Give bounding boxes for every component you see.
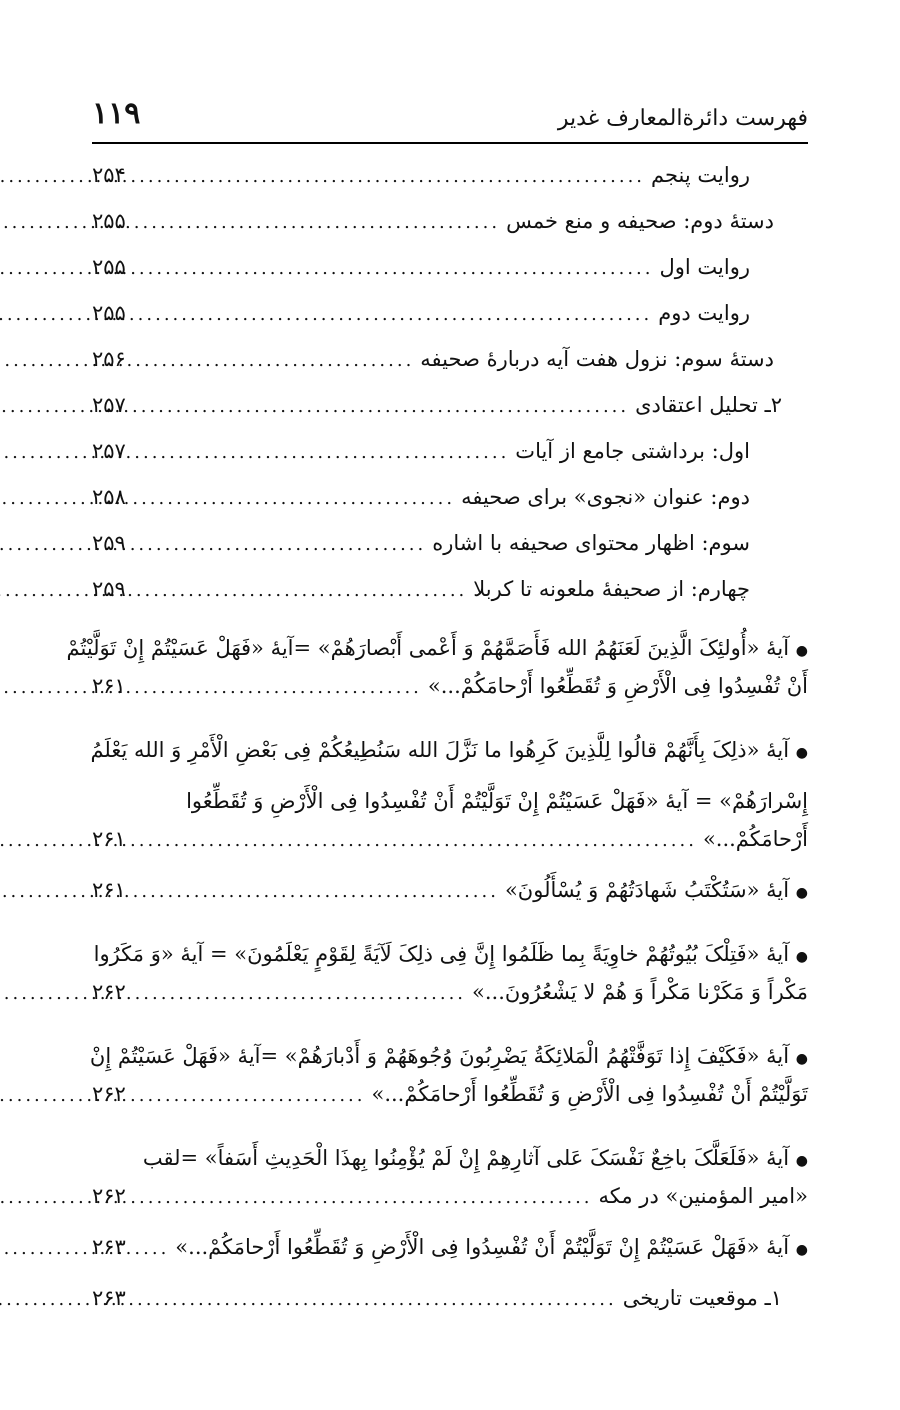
toc-entry: [92, 485, 808, 531]
leader-dots: [148, 442, 509, 463]
toc-entry: [92, 439, 808, 485]
toc-entry-page: ۲۵۵: [92, 301, 126, 325]
verse-text: أَنْ تُفْسِدُوا فِی الْأَرْضِ وَ تُقَطِّعُوا أَرْحامَکُمْ...»: [427, 674, 808, 698]
bullet-icon: ●: [795, 1051, 808, 1067]
toc-entry: [92, 209, 808, 255]
verse-entry-line: [92, 725, 808, 776]
verse-text: مَکْراً وَ مَکَرْنا مَکْراً وَ هُمْ لا یَشْعُرُونَ...»: [472, 980, 808, 1004]
leader-dots: [148, 580, 467, 601]
verse-page: ۲۶۲: [92, 1082, 126, 1106]
bullet-icon: ●: [795, 745, 808, 761]
bullet-icon: ●: [795, 1153, 808, 1169]
toc-entry-page: ۲۵۸: [92, 485, 126, 509]
verse-text: إِسْرارَهُمْ» = آیهٔ «فَهَلْ عَسَیْتُمْ إِنْ تَوَلَّیْتُمْ أَنْ تُفْسِدُوا فِی الْأَرْضِ وَ تُقَطِّعُوا: [186, 789, 808, 813]
toc-entry-title: دوم: عنوان «نجوی» برای صحیفه: [461, 485, 750, 509]
verse-text: [505, 878, 808, 902]
verse-entry-line: [66, 623, 808, 674]
verse-entry-last: [92, 1235, 808, 1286]
leader-dots: [148, 881, 499, 902]
page-number: ۱۱۹: [92, 96, 141, 131]
bullet-icon: ●: [795, 885, 808, 901]
toc-entry-page: ۲۶۳: [92, 1286, 126, 1310]
verse-entry-last: [92, 1184, 808, 1235]
verse-text: آیهٔ «فَتِلْکَ بُیُوتُهُمْ خاوِیَةً بِما ظَلَمُوا إِنَّ فِی ذلِکَ لَآیَةً لِقَوْمٍ یَعْلَمُونَ» = آیهٔ «وَ مَکَرُوا: [93, 942, 790, 966]
verse-page: ۲۶۳: [92, 1235, 126, 1259]
leader-dots: [148, 677, 422, 698]
toc-entry-title: دستهٔ دوم: صحیفه و منع خمس: [506, 209, 774, 233]
toc-entry-page: ۲۵۶: [92, 347, 126, 371]
verse-page: ۲۶۲: [92, 980, 126, 1004]
leader-dots: [148, 830, 697, 851]
page-header: [92, 96, 808, 136]
verse-entry-last: [92, 878, 808, 929]
leader-dots: [148, 212, 500, 233]
verse-entry-last: [92, 827, 808, 878]
toc-entry-title: ۱ـ موقعیت تاریخی: [622, 1286, 782, 1310]
toc-entry-title: روایت دوم: [658, 301, 750, 325]
toc-entry: [92, 347, 808, 393]
toc-entry: [92, 1286, 808, 1326]
leader-dots: [148, 258, 654, 279]
toc-entry-title: اول: برداشتی جامع از آیات: [515, 439, 750, 463]
verse-entry-line: [89, 1031, 808, 1082]
verse-entry-last: [92, 980, 808, 1031]
toc-entry: [92, 531, 808, 577]
verse-text: آیهٔ «فَلَعَلَّکَ باخِعٌ نَفْسَکَ عَلى آثارِهِمْ إِنْ لَمْ یُؤْمِنُوا بِهذَا الْحَدِیثِ أَسَفاً» =لقب: [142, 1146, 790, 1170]
toc-entry-page: ۲۵۷: [92, 439, 126, 463]
verse-page: ۲۶۱: [92, 878, 126, 902]
toc-entry-page: ۲۵۴: [92, 163, 126, 187]
leader-dots: [148, 983, 466, 1004]
bullet-icon: ●: [795, 1242, 808, 1258]
verse-page: ۲۶۱: [92, 674, 126, 698]
verse-text: «امیر المؤمنین» در مکه: [598, 1184, 808, 1208]
verse-entry-line: [92, 776, 808, 827]
leader-dots: [148, 1289, 617, 1310]
verse-text: آیهٔ «فَکَیْفَ إِذا تَوَفَّتْهُمُ الْمَلائِکَةُ یَضْرِبُونَ وُجُوهَهُمْ وَ أَدْبارَهُمْ» =آیهٔ «فَهَلْ عَسَیْتُمْ إِنْ: [89, 1044, 790, 1068]
bullet-icon: ●: [795, 949, 808, 965]
toc-entry-title: سوم: اظهار محتوای صحیفه با اشاره: [432, 531, 750, 555]
leader-dots: [148, 350, 414, 371]
toc-entry: [92, 163, 808, 209]
toc-entry: [92, 301, 808, 347]
verse-text: آیهٔ «أُولئِکَ الَّذِینَ لَعَنَهُمُ الله فَأَصَمَّهُمْ وَ أَعْمى أَبْصارَهُمْ» =آیهٔ «فَهَلْ عَسَیْتُمْ إِنْ تَوَلَّیْتُمْ: [66, 636, 790, 660]
toc-entry-title: ۲ـ تحلیل اعتقادی: [635, 393, 782, 417]
verse-text-inner: آیهٔ «فَهَلْ عَسَیْتُمْ إِنْ تَوَلَّیْتُمْ أَنْ تُفْسِدُوا فِی الْأَرْضِ وَ تُقَطِّعُوا أَرْحامَکُمْ...»: [175, 1235, 790, 1259]
running-title: فهرست دائرةالمعارف غدیر: [557, 106, 808, 131]
verse-entry-last: [92, 1082, 808, 1133]
toc-entry: [92, 255, 808, 301]
toc-entry: [92, 577, 808, 623]
leader-dots: [148, 166, 645, 187]
verse-page: ۲۶۲: [92, 1184, 126, 1208]
leader-dots: [148, 534, 426, 555]
toc-entry-title: چهارم: از صحیفهٔ ملعونه تا کربلا: [473, 577, 750, 601]
leader-dots: [148, 396, 629, 417]
toc-entry-page: ۲۵۹: [92, 531, 126, 555]
toc-entry: [92, 393, 808, 439]
verse-text: أَرْحامَکُمْ...»: [702, 827, 808, 851]
toc-entry-title: دستهٔ سوم: نزول هفت آیه دربارهٔ صحیفه: [420, 347, 774, 371]
toc-entry-page: ۲۵۷: [92, 393, 126, 417]
verse-text: [175, 1235, 808, 1259]
verse-text: تَوَلَّیْتُمْ أَنْ تُفْسِدُوا فِی الْأَرْضِ وَ تُقَطِّعُوا أَرْحامَکُمْ...»: [371, 1082, 808, 1106]
toc-entry-page: ۲۵۵: [92, 255, 126, 279]
leader-dots: [148, 1238, 169, 1259]
verse-text: آیهٔ «ذلِکَ بِأَنَّهُمْ قالُوا لِلَّذِینَ کَرِهُوا ما نَزَّلَ الله سَنُطِیعُکُمْ فِی بَعْضِ الْأَمْرِ وَ الله یَعْلَمُ: [90, 738, 790, 762]
leader-dots: [148, 304, 652, 325]
table-of-contents: [66, 163, 808, 1326]
verse-entry-last: [92, 674, 808, 725]
leader-dots: [148, 1085, 365, 1106]
verse-text-inner: آیهٔ «سَتُکْتَبُ شَهادَتُهُمْ وَ یُسْأَلُونَ»: [504, 878, 790, 902]
leader-dots: [148, 1187, 593, 1208]
toc-entry-title: روایت اول: [659, 255, 750, 279]
verse-entry-line: [92, 929, 808, 980]
header-rule: [92, 142, 808, 144]
verse-entry-line: [92, 1133, 808, 1184]
bullet-icon: ●: [795, 643, 808, 659]
toc-entry-page: ۲۵۵: [92, 209, 126, 233]
verse-page: ۲۶۱: [92, 827, 126, 851]
toc-entry-title: روایت پنجم: [651, 163, 750, 187]
leader-dots: [148, 488, 455, 509]
toc-entry-page: ۲۵۹: [92, 577, 126, 601]
